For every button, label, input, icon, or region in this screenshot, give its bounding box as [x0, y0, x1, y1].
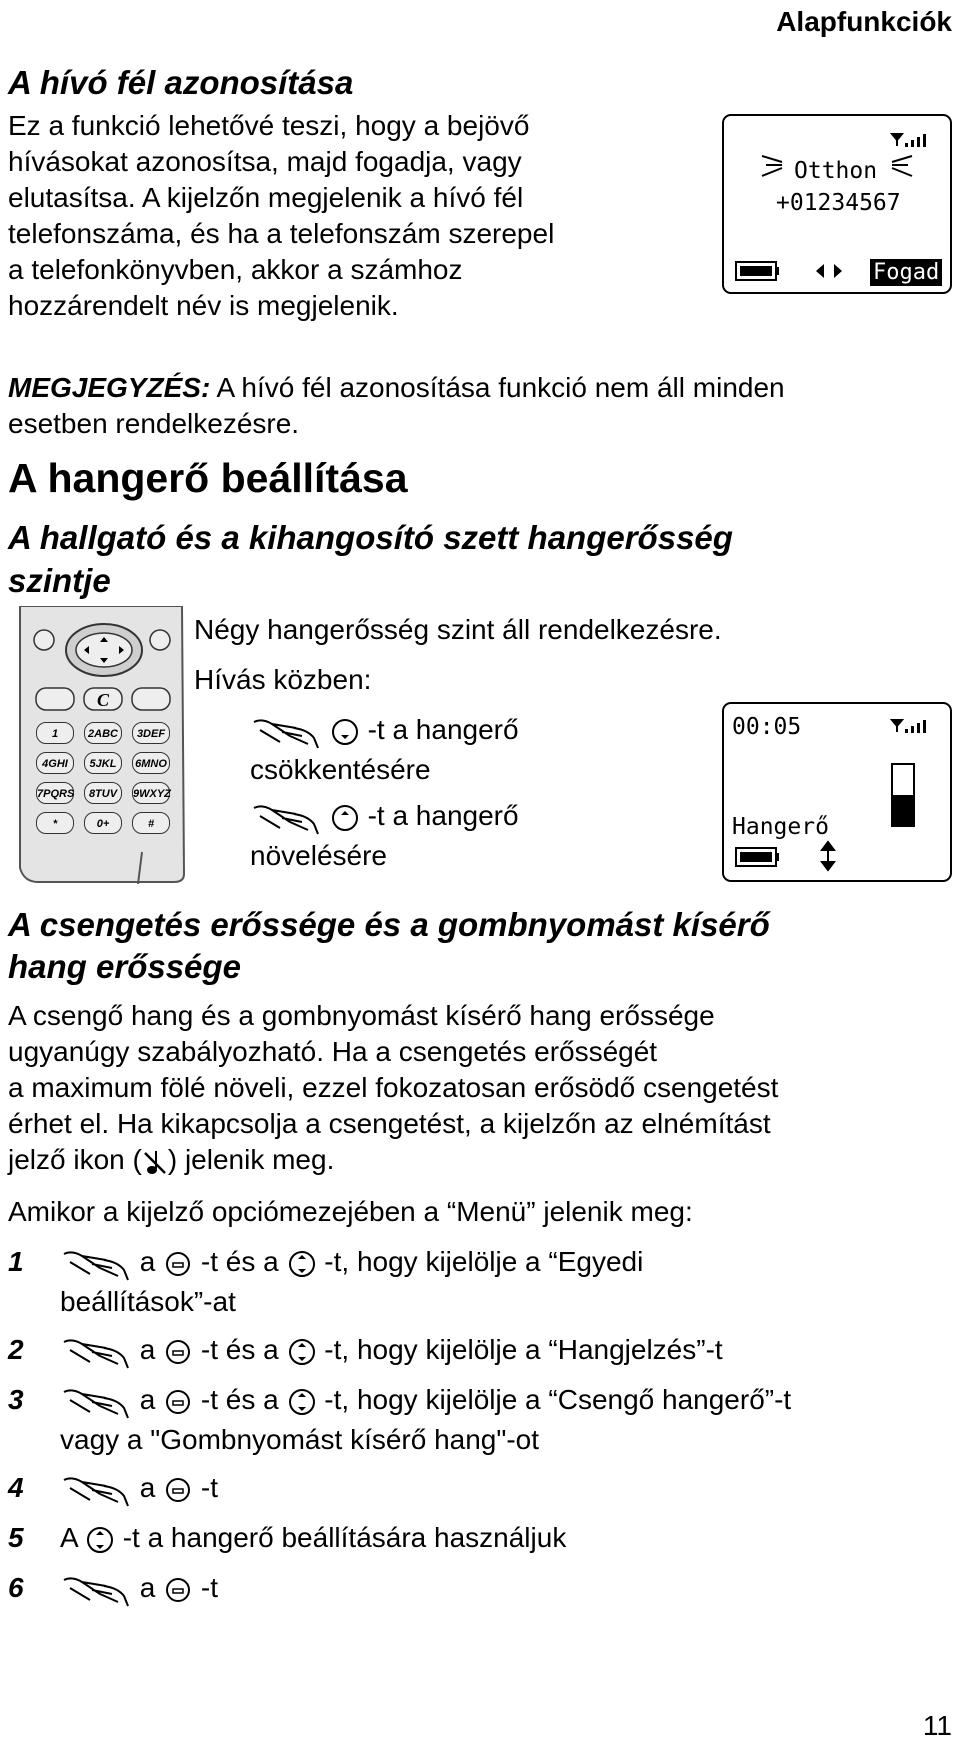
note-text: A hívó fél azonosítása funkció nem áll minden — [210, 372, 785, 403]
nav-updown-key-icon — [287, 1249, 317, 1279]
caller-number: +01234567 — [776, 190, 901, 216]
call-timer: 00:05 — [732, 714, 802, 740]
ok-key-icon — [163, 1475, 193, 1505]
keypad-key: 5JKL — [84, 752, 122, 774]
keypad-key: 1 — [36, 722, 74, 744]
page-number: 11 — [922, 1710, 952, 1741]
hand-press-icon — [60, 1246, 132, 1282]
up-down-arrow-icon — [822, 842, 834, 870]
battery-icon — [736, 262, 779, 280]
svg-text:C: C — [96, 690, 110, 710]
caller-id-title: A hívó fél azonosítása — [8, 64, 354, 101]
ok-key-icon — [163, 1575, 193, 1605]
step-text: A — [60, 1522, 85, 1553]
volume-label: Hangerő — [732, 814, 829, 840]
hand-press-icon — [60, 1334, 132, 1370]
keypad-key: 8TUV — [84, 782, 122, 804]
caller-id-paragraph — [8, 108, 628, 324]
signal-icon — [892, 720, 926, 733]
volume-down-line — [250, 712, 519, 750]
volume-level-bar — [892, 764, 914, 826]
step-text: a — [132, 1472, 164, 1503]
text-line: hívásokat azonosítsa, majd fogadja, vagy — [8, 146, 522, 177]
step-text: -t — [193, 1572, 219, 1603]
accept-softkey: Fogad — [870, 259, 942, 286]
signal-icon — [892, 134, 926, 147]
step-text: -t és a — [193, 1384, 279, 1415]
ok-key-icon — [163, 1337, 193, 1367]
step-number: 4 — [8, 1472, 24, 1503]
text-line: hozzárendelt név is megjelenik. — [8, 290, 399, 321]
phone-illustration — [14, 606, 186, 884]
step-text-line2: beállítások”-at — [60, 1286, 236, 1317]
step-number: 5 — [8, 1522, 24, 1553]
text-line: elutasítsa. A kijelzőn megjelenik a hívó fél — [8, 182, 524, 213]
volume-down-text2: csökkentésére — [250, 754, 431, 785]
text-fragment: jelző ikon ( — [8, 1144, 142, 1175]
text-line: a telefonkönyvben, akkor a számhoz — [8, 254, 463, 285]
section-header: Alapfunkciók — [776, 6, 952, 37]
step-text: -t, hogy kijelölje a “Hangjelzés”-t — [316, 1334, 723, 1365]
volume-levels-text: Négy hangerősség szint áll rendelkezésre. — [194, 614, 722, 645]
volume-display — [722, 702, 952, 882]
ring-title-line2: hang erőssége — [8, 948, 241, 985]
note-text-line2: esetben rendelkezésre. — [8, 408, 300, 439]
text-line: a maximum fölé növeli, ezzel fokozatosan erősödő csengetést — [8, 1072, 779, 1103]
step-number: 2 — [8, 1334, 24, 1365]
keypad-key: * — [36, 812, 74, 834]
ring-paragraph — [8, 998, 953, 1178]
step-text: -t és a — [193, 1246, 279, 1277]
step-number: 6 — [8, 1572, 24, 1603]
step-text: a — [132, 1334, 164, 1365]
volume-up-line — [250, 798, 519, 836]
volume-down-text: -t a hangerő — [367, 714, 519, 745]
nav-updown-key-icon — [287, 1387, 317, 1417]
hand-press-icon — [60, 1384, 132, 1420]
step-text: -t, hogy kijelölje a “Csengő hangerő”-t — [316, 1384, 792, 1415]
step-number: 1 — [8, 1246, 24, 1277]
step-text: -t és a — [193, 1334, 279, 1365]
keypad-key: 4GHI — [36, 752, 74, 774]
volume-subtitle-line2: szintje — [8, 562, 111, 599]
ok-key-icon — [163, 1387, 193, 1417]
left-arrow-icon — [816, 264, 824, 278]
text-line: telefonszáma, és ha a telefonszám szerepel — [8, 218, 555, 249]
volume-subtitle-line1: A hallgató és a kihangosító szett hangerősség — [8, 519, 733, 556]
battery-icon — [736, 848, 779, 866]
volume-up-text2: növelésére — [250, 840, 387, 871]
during-call-text: Hívás közben: — [194, 664, 372, 695]
text-line: Ez a funkció lehetővé teszi, hogy a bejövő — [8, 110, 530, 141]
keypad-key: 7PQRS — [36, 782, 74, 804]
step-text: -t, hogy kijelölje a “Egyedi — [316, 1246, 644, 1277]
keypad-key: 6MNO — [132, 752, 170, 774]
step-text-line2: vagy a "Gombnyomást kísérő hang"-ot — [60, 1424, 539, 1455]
nav-updown-key-icon — [287, 1337, 317, 1367]
text-fragment: ) jelenik meg. — [167, 1144, 335, 1175]
ring-title-line1: A csengetés erőssége és a gombnyomást kísérő — [8, 906, 770, 943]
text-line: érhet el. Ha kikapcsolja a csengetést, a kijelzőn az elnémítást — [8, 1108, 771, 1139]
step-text: -t — [193, 1472, 219, 1503]
right-arrow-icon — [834, 264, 842, 278]
ok-key-icon — [163, 1249, 193, 1279]
hand-press-icon — [250, 800, 322, 836]
ringing-right-icon — [892, 156, 912, 176]
text-line: A csengő hang és a gombnyomást kísérő hang erőssége — [8, 1000, 715, 1031]
step-text: -t a hangerő beállítására használjuk — [114, 1522, 567, 1553]
caller-name: Otthon — [794, 158, 878, 184]
silent-mode-icon — [142, 1147, 168, 1177]
keypad-key: # — [132, 812, 170, 834]
volume-title: A hangerő beállítása — [8, 455, 408, 501]
keypad-key: 9WXYZ — [132, 782, 170, 804]
caller-display — [722, 114, 952, 294]
step-text: a — [132, 1246, 164, 1277]
step-text: a — [132, 1384, 164, 1415]
keypad-key: 0+ — [84, 812, 122, 834]
step-number: 3 — [8, 1384, 24, 1415]
volume-up-text: -t a hangerő — [367, 800, 519, 831]
nav-down-key-icon — [330, 717, 360, 747]
keypad-key: 2ABC — [84, 722, 122, 744]
text-line: ugyanúgy szabályozható. Ha a csengetés erősségét — [8, 1036, 658, 1067]
note — [8, 370, 948, 442]
hand-press-icon — [60, 1572, 132, 1608]
phone-keypad-graphic — [14, 606, 186, 884]
nav-updown-key-icon — [85, 1525, 115, 1555]
keypad-key: 3DEF — [132, 722, 170, 744]
nav-up-key-icon — [330, 803, 360, 833]
hand-press-icon — [60, 1472, 132, 1508]
hand-press-icon — [250, 714, 322, 750]
menu-intro: Amikor a kijelző opciómezejében a “Menü” jelenik meg: — [8, 1196, 693, 1227]
note-label: MEGJEGYZÉS: — [8, 372, 211, 403]
step-text: a — [132, 1572, 164, 1603]
ringing-left-icon — [762, 156, 782, 176]
